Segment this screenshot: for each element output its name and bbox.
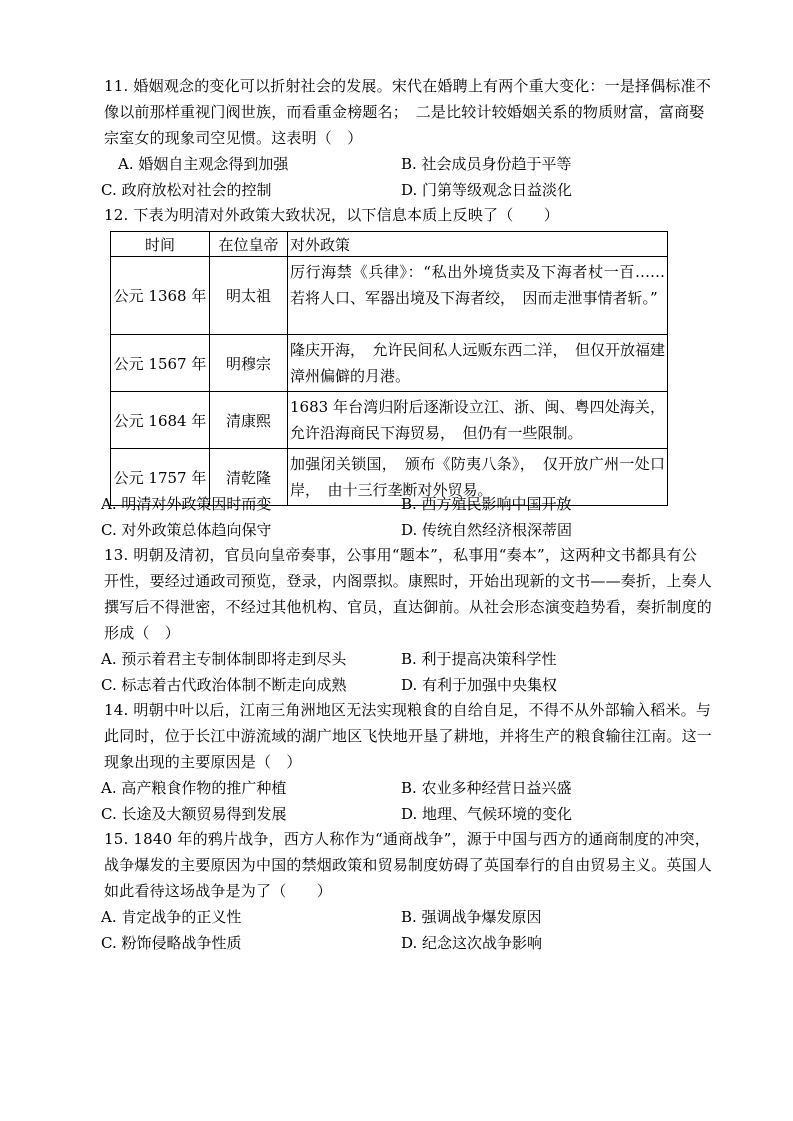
question-11-line-2: 像以前那样重视门阀世族，而看重金榜题名； 二是比较计较婚姻关系的物质财富，富商娶	[104, 103, 705, 121]
question-11-option-c: C. 政府放松对社会的控制	[101, 181, 272, 199]
table-cell-time: 公元 1368 年	[111, 257, 210, 335]
question-13-option-d: D. 有利于加强中央集权	[401, 676, 558, 694]
question-11-option-b: B. 社会成员身份趋于平等	[401, 155, 572, 173]
table-row	[111, 392, 668, 449]
table-row	[111, 335, 668, 392]
question-13-line-3: 撰写后不得泄密，不经过其他机构、官员，直达御前。从社会形态演变趋势看，奏折制度的	[104, 598, 713, 616]
question-14-option-c: C. 长途及大额贸易得到发展	[101, 805, 287, 823]
table-cell-emperor: 明穆宗	[210, 335, 288, 392]
foreign-policy-table	[110, 231, 668, 506]
question-11-line-3: 宗室女的现象司空见惯。这表明（ ）	[104, 129, 363, 147]
question-15-option-c: C. 粉饰侵略战争性质	[101, 934, 242, 952]
question-15-line-2: 战争爆发的主要原因为中国的禁烟政策和贸易制度妨碍了英国奉行的自由贸易主义。英国人	[104, 856, 713, 874]
table-cell-emperor: 明太祖	[210, 257, 288, 335]
question-14-line-1: 14. 明朝中叶以后，江南三角洲地区无法实现粮食的自给自足，不得不从外部输入稻米。与	[104, 701, 712, 719]
question-12-option-d: D. 传统自然经济根深蒂固	[401, 521, 573, 539]
table-cell-time: 公元 1567 年	[111, 335, 210, 392]
question-14-line-3: 现象出现的主要原因是（ ）	[104, 753, 302, 771]
table-cell-time: 公元 1684 年	[111, 392, 210, 449]
table-cell-emperor: 清乾隆	[210, 449, 288, 506]
question-14-option-d: D. 地理、气候环境的变化	[401, 805, 573, 823]
table-cell-emperor: 清康熙	[210, 392, 288, 449]
question-15-option-d: D. 纪念这次战争影响	[401, 934, 543, 952]
table-cell-policy: 加强闭关锁国， 颁布《防夷八条》， 仅开放广州一处口岸， 由十三行垄断对外贸易。	[288, 449, 668, 506]
question-13-line-2: 开性，要经过通政司预览，登录，内阁票拟。康熙时，开始出现新的文书——奏折，上奏人	[104, 572, 713, 590]
question-13-option-a: A. 预示着君主专制体制即将走到尽头	[101, 650, 347, 668]
table-header-emperor: 在位皇帝	[210, 232, 288, 257]
table-cell-policy: 1683 年台湾归附后逐渐设立江、浙、闽、粤四处海关，允许沿海商民下海贸易， 但仍有一些限制。	[288, 392, 668, 449]
table-header-row	[111, 232, 668, 257]
question-13-line-4: 形成（ ）	[104, 624, 181, 642]
question-15-line-3: 如此看待这场战争是为了（ ）	[104, 882, 333, 900]
table-cell-time: 公元 1757 年	[111, 449, 210, 506]
question-15-option-b: B. 强调战争爆发原因	[401, 908, 542, 926]
question-11-option-a: A. 婚姻自主观念得到加强	[118, 155, 289, 173]
question-15-line-1: 15. 1840 年的鸦片战争，西方人称作为“通商战争”，源于中国与西方的通商制度的冲突，	[104, 830, 710, 848]
table-header-policy: 对外政策	[288, 232, 668, 257]
question-12-option-c: C. 对外政策总体趋向保守	[101, 521, 272, 539]
table-row	[111, 257, 668, 335]
question-11-option-d: D. 门第等级观念日益淡化	[401, 181, 573, 199]
table-cell-policy: 厉行海禁《兵律》：“私出外境货卖及下海者杖一百……若将人口、军器出境及下海者绞， 因而走泄事情者斩。”	[288, 257, 668, 335]
table-header-time: 时间	[111, 232, 210, 257]
question-13-line-1: 13. 明朝及清初，官员向皇帝奏事，公事用“题本”，私事用“奏本”，这两种文书都具有公	[104, 546, 697, 564]
question-11-line-1: 11. 婚姻观念的变化可以折射社会的发展。宋代在婚聘上有两个重大变化：一是择偶标准不	[104, 77, 712, 95]
question-12-option-b: B. 西方殖民影响中国开放	[401, 495, 572, 513]
question-14-option-b: B. 农业多种经营日益兴盛	[401, 779, 572, 797]
question-15-option-a: A. 肯定战争的正义性	[101, 908, 242, 926]
question-12-line-1: 12. 下表为明清对外政策大致状况，以下信息本质上反映了（ ）	[104, 206, 560, 224]
table-cell-policy: 隆庆开海， 允许民间私人远贩东西二洋， 但仅开放福建漳州偏僻的月港。	[288, 335, 668, 392]
question-14-line-2: 此同时，位于长江中游流域的湖广地区飞快地开垦了耕地，并将生产的粮食输往江南。这一	[104, 727, 713, 745]
question-12-option-a: A. 明清对外政策因时而变	[101, 495, 272, 513]
question-13-option-c: C. 标志着古代政治体制不断走向成熟	[101, 676, 347, 694]
question-14-option-a: A. 高产粮食作物的推广种植	[101, 779, 287, 797]
question-13-option-b: B. 利于提高决策科学性	[401, 650, 557, 668]
